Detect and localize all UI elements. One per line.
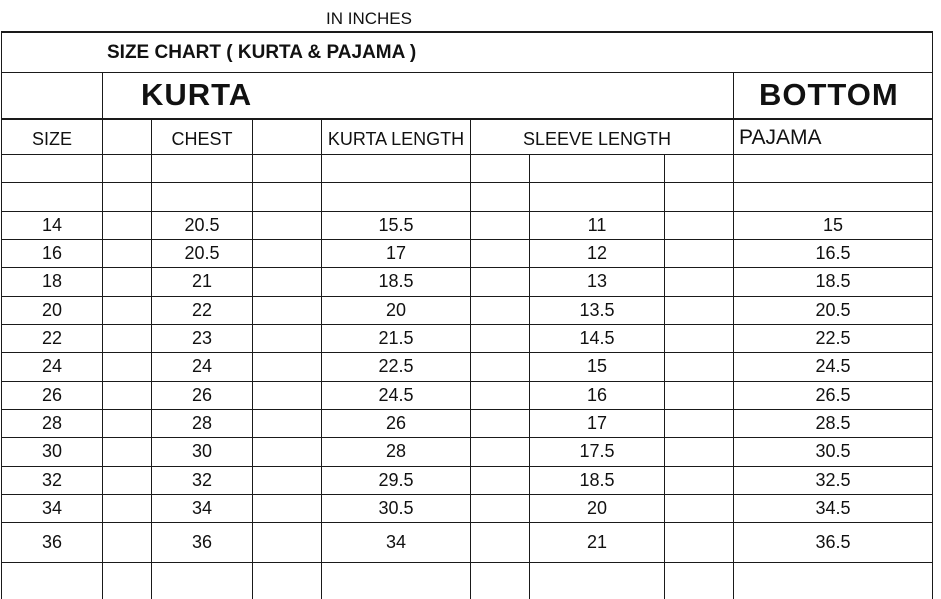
cell-kurta-length: 18.5 [378,271,414,291]
cell-sleeve-length: 17.5 [579,441,615,461]
cell-chest: 28 [191,413,213,433]
cell-chest: 23 [191,328,213,348]
cell-size: 34 [41,498,63,518]
cell-size: 20 [41,300,63,320]
cell-pajama: 30.5 [815,441,851,461]
cell-kurta-length: 20 [385,300,407,320]
cell-sleeve-length: 12 [586,243,608,263]
cell-size: 26 [41,385,63,405]
cell-kurta-length: 26 [385,413,407,433]
table-border [1,118,933,120]
cell-pajama: 18.5 [815,271,851,291]
cell-pajama: 16.5 [815,243,851,263]
cell-size: 30 [41,441,63,461]
cell-sleeve-length: 21 [586,532,608,552]
cell-chest: 22 [191,300,213,320]
cell-size: 16 [41,243,63,263]
cell-pajama: 28.5 [815,413,851,433]
cell-size: 14 [41,215,63,235]
cell-kurta-length: 21.5 [378,328,414,348]
section-divider [102,72,103,119]
cell-chest: 36 [191,532,213,552]
column-divider [252,118,253,599]
chart-title: SIZE CHART ( KURTA & PAJAMA ) [107,42,417,63]
header-chest: CHEST [171,129,233,149]
cell-size: 18 [41,271,63,291]
row-line [1,182,933,183]
cell-sleeve-length: 17 [586,413,608,433]
table-border [1,72,933,73]
cell-kurta-length: 15.5 [378,215,414,235]
cell-chest: 32 [191,470,213,490]
cell-size: 36 [41,532,63,552]
row-line [1,562,933,563]
cell-chest: 24 [191,356,213,376]
table-border [1,154,933,155]
cell-pajama: 24.5 [815,356,851,376]
header-sleeve-length: SLEEVE LENGTH [522,129,672,149]
units-label: IN INCHES [326,9,412,28]
cell-sleeve-length: 11 [587,215,607,235]
cell-sleeve-length: 13 [586,271,608,291]
cell-kurta-length: 17 [385,243,407,263]
cell-sleeve-length: 20 [586,498,608,518]
cell-chest: 21 [191,271,213,291]
table-border-top [1,31,933,33]
header-pajama: PAJAMA [739,126,822,149]
kurta-section-label: KURTA [141,77,253,112]
column-divider [102,118,103,599]
cell-size: 22 [41,328,63,348]
cell-kurta-length: 30.5 [378,498,414,518]
cell-kurta-length: 29.5 [378,470,414,490]
section-divider [733,72,734,119]
header-kurta-length: KURTA LENGTH [327,129,465,149]
header-size: SIZE [31,129,72,149]
cell-sleeve-length: 18.5 [579,470,615,490]
cell-chest: 26 [191,385,213,405]
table-border-right [932,31,933,599]
cell-size: 24 [41,356,63,376]
cell-size: 32 [41,470,63,490]
bottom-section-label: BOTTOM [759,77,899,112]
cell-sleeve-length: 15 [586,356,608,376]
cell-sleeve-length: 14.5 [579,328,615,348]
cell-pajama: 20.5 [815,300,851,320]
cell-pajama: 15 [822,215,844,235]
cell-pajama: 36.5 [815,532,851,552]
cell-pajama: 32.5 [815,470,851,490]
cell-pajama: 22.5 [815,328,851,348]
cell-kurta-length: 24.5 [378,385,414,405]
cell-pajama: 26.5 [815,385,851,405]
cell-chest: 20.5 [184,215,220,235]
cell-sleeve-length: 16 [586,385,608,405]
cell-pajama: 34.5 [815,498,851,518]
cell-sleeve-length: 13.5 [579,300,615,320]
cell-chest: 30 [191,441,213,461]
cell-chest: 20.5 [184,243,220,263]
cell-size: 28 [41,413,63,433]
cell-kurta-length: 22.5 [378,356,414,376]
cell-chest: 34 [191,498,213,518]
cell-kurta-length: 28 [385,441,407,461]
cell-kurta-length: 34 [385,532,407,552]
